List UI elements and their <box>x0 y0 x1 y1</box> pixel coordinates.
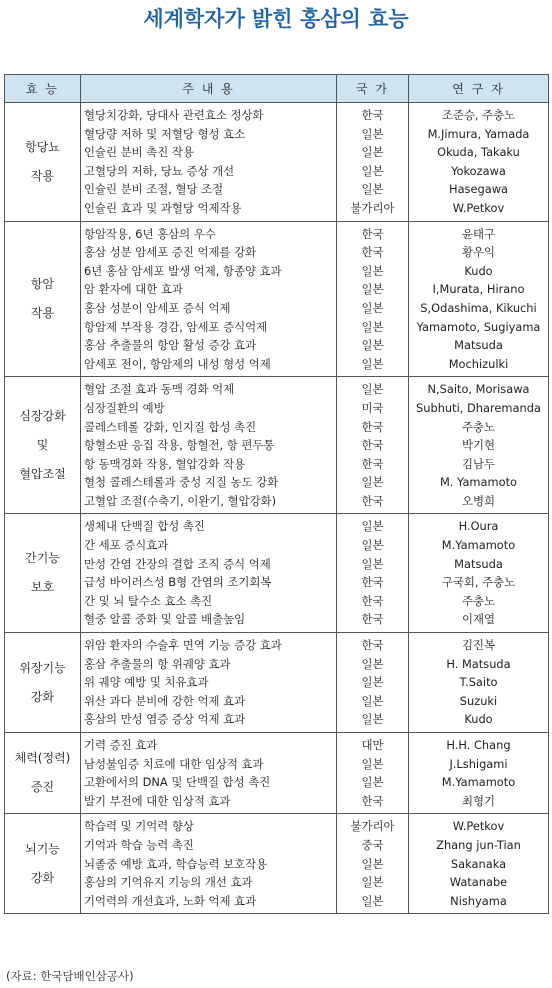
researcher-line: 주충노 <box>461 419 495 434</box>
country-line: 한국 <box>361 638 384 653</box>
content-line: 항 동맥경화 작용, 혈압강화 작용 <box>84 456 246 471</box>
researcher-line: Matsuda <box>454 338 503 353</box>
country-line: 일본 <box>361 163 384 178</box>
country-line: 불가리아 <box>350 819 395 834</box>
researcher-line: 윤태구 <box>461 226 495 241</box>
country-line: 일본 <box>361 775 384 790</box>
content-line: 남성불임증 치료에 대한 임상적 효과 <box>84 756 264 771</box>
effect-label: 강화 <box>30 689 55 704</box>
country-line: 일본 <box>361 556 384 571</box>
country-line: 일본 <box>361 126 384 141</box>
country-line: 일본 <box>361 382 384 397</box>
content-line: 인슐린 분비 촉진 작용 <box>84 145 194 160</box>
country-line: 불가리아 <box>350 200 395 215</box>
effect-label: 강화 <box>30 870 55 885</box>
researcher-line: Yamamoto, Sugiyama <box>416 319 541 334</box>
country-cell <box>337 633 409 733</box>
content-line: 홍삼 성분이 암세포 증식 억제 <box>84 300 231 315</box>
content-line: 만성 간염 간장의 결합 조직 증식 억제 <box>84 556 271 571</box>
country-line: 일본 <box>361 300 384 315</box>
effect-label: 증진 <box>30 780 55 795</box>
researcher-line: J.Lshigami <box>449 756 508 771</box>
researcher-cell <box>409 103 549 222</box>
effect-label: 보호 <box>30 580 55 595</box>
content-line: 홍삼의 만성 염증 증상 억제 효과 <box>84 712 246 727</box>
content-line: 콜레스테롤 강화, 인지질 합성 촉진 <box>84 419 257 434</box>
content-line: 홍삼의 기억유지 기능의 개선 효과 <box>84 875 253 890</box>
country-line: 한국 <box>361 593 384 608</box>
country-line: 일본 <box>361 538 384 553</box>
country-line: 일본 <box>361 182 384 197</box>
content-cell <box>81 221 337 377</box>
country-line: 한국 <box>361 438 384 453</box>
content-line: 6년 홍삼 암세포 발생 억제, 항종양 효과 <box>84 263 282 278</box>
country-line: 일본 <box>361 856 384 871</box>
content-line: 급성 바이러스성 B형 간염의 조기회복 <box>84 575 272 590</box>
content-line: 위 궤양 예방 및 치유효과 <box>84 675 209 690</box>
researcher-cell <box>409 633 549 733</box>
researcher-line: S,Odashima, Kikuchi <box>420 300 537 315</box>
researcher-line: H.Oura <box>458 519 499 534</box>
content-cell <box>81 514 337 633</box>
content-line: 기력 증진 효과 <box>84 738 158 752</box>
content-line: 혈청 콜레스테롤과 중성 지질 농도 강화 <box>84 475 279 490</box>
content-line: 인슐린 분비 조절, 혈당 조절 <box>84 182 224 197</box>
content-line: 혈압 조절 효과 동맥 경화 억제 <box>84 382 235 397</box>
country-line: 일본 <box>361 712 384 727</box>
country-cell <box>337 514 409 633</box>
researcher-line: H.H. Chang <box>446 738 511 752</box>
researcher-line: Kudo <box>464 263 493 278</box>
country-line: 한국 <box>361 226 384 241</box>
effect-group-row <box>5 221 549 377</box>
researcher-line: M.Jimura, Yamada <box>427 126 530 141</box>
researcher-cell <box>409 733 549 814</box>
content-line: 고혈당의 저하, 당뇨 증상 개선 <box>84 163 235 178</box>
content-line: 항혈소판 응집 작용, 항혈전, 항 편두통 <box>84 438 275 453</box>
researcher-line: 박기현 <box>461 438 495 453</box>
researcher-line: 조준승, 주충노 <box>441 108 516 122</box>
content-line: 고환에서의 DNA 및 단백질 합성 촉진 <box>84 775 271 790</box>
country-line: 일본 <box>361 875 384 890</box>
effect-cell <box>5 814 81 914</box>
researcher-line: Kudo <box>464 712 493 727</box>
effect-label: 혈압조절 <box>19 466 66 481</box>
content-line: 간 및 뇌 탈수소 효소 촉진 <box>84 593 213 608</box>
country-line: 일본 <box>361 656 384 671</box>
country-line: 일본 <box>361 693 384 708</box>
country-line: 한국 <box>361 793 384 808</box>
effect-cell <box>5 377 81 514</box>
effect-group-row <box>5 733 549 814</box>
researcher-line: 김남두 <box>461 456 495 471</box>
effect-label: 항암 <box>30 276 55 291</box>
researcher-cell <box>409 814 549 914</box>
content-line: 인슐린 효과 및 과혈당 억제작용 <box>84 200 242 215</box>
content-line: 홍삼 성분 암세포 증진 억제를 강화 <box>84 245 257 260</box>
researcher-cell <box>409 514 549 633</box>
country-line: 일본 <box>361 675 384 690</box>
researcher-line: M.Yamamoto <box>441 538 516 553</box>
header-effect: 효 능 <box>5 75 81 103</box>
effect-label: 작용 <box>30 168 55 183</box>
country-line: 한국 <box>361 245 384 260</box>
content-line: 암세포 전이, 항암제의 내성 형성 억제 <box>84 356 271 371</box>
country-line: 일본 <box>361 263 384 278</box>
header-row <box>5 75 549 103</box>
header-content: 주 내 용 <box>81 75 337 103</box>
content-line: 심장질환의 예방 <box>84 400 165 415</box>
content-line: 위암 환자의 수술후 면역 기능 증강 효과 <box>84 638 282 653</box>
content-line: 뇌졸중 예방 효과, 학습능력 보호작용 <box>84 856 268 871</box>
country-line: 한국 <box>361 612 384 627</box>
content-line: 간 세포 증식효과 <box>84 538 169 553</box>
effect-label: 및 <box>36 437 49 452</box>
effect-label: 체력(정력) <box>14 751 71 766</box>
country-line: 일본 <box>361 282 384 297</box>
researcher-line: Yokozawa <box>451 163 506 178</box>
researcher-line: I,Murata, Hirano <box>432 282 525 297</box>
researcher-line: 주충노 <box>461 593 495 608</box>
country-cell <box>337 733 409 814</box>
researcher-line: 오병희 <box>461 493 495 508</box>
researcher-line: Suzuki <box>459 693 498 708</box>
effect-label: 항당뇨 <box>25 139 60 154</box>
content-line: 혈당치강화, 당대사 관련효소 정상화 <box>84 108 264 122</box>
effects-table <box>4 74 549 914</box>
researcher-line: Matsuda <box>454 556 503 571</box>
country-line: 일본 <box>361 319 384 334</box>
content-cell <box>81 814 337 914</box>
country-line: 일본 <box>361 475 384 490</box>
researcher-cell <box>409 377 549 514</box>
country-line: 대만 <box>361 738 384 752</box>
researcher-line: Watanabe <box>449 875 508 890</box>
content-line: 기억력의 개선효과, 노화 억제 효과 <box>84 893 257 908</box>
country-cell <box>337 814 409 914</box>
country-cell <box>337 377 409 514</box>
researcher-line: Subhuti, Dharemanda <box>416 400 541 415</box>
effect-label: 심장강화 <box>19 408 66 423</box>
effect-cell <box>5 733 81 814</box>
country-line: 일본 <box>361 519 384 534</box>
researcher-line: Zhang jun-Tian <box>436 837 521 852</box>
effect-cell <box>5 103 81 222</box>
researcher-line: W.Petkov <box>452 200 505 215</box>
country-cell <box>337 103 409 222</box>
effect-label: 위장기능 <box>19 660 66 675</box>
researcher-line: M.Yamamoto <box>441 775 516 790</box>
country-line: 일본 <box>361 893 384 908</box>
effect-group-row <box>5 103 549 222</box>
effect-label: 작용 <box>30 305 55 320</box>
content-cell <box>81 633 337 733</box>
effect-cell <box>5 514 81 633</box>
country-line: 일본 <box>361 145 384 160</box>
country-line: 한국 <box>361 575 384 590</box>
researcher-cell <box>409 221 549 377</box>
effect-group-row <box>5 814 549 914</box>
country-line: 일본 <box>361 356 384 371</box>
country-line: 중국 <box>361 837 384 852</box>
researcher-line: 이재열 <box>461 612 495 627</box>
effect-group-row <box>5 633 549 733</box>
content-line: 항암제 부작용 경감, 암세포 증식억제 <box>84 319 268 334</box>
researcher-line: T.Saito <box>459 675 498 690</box>
source-note: (자료: 한국담배인삼공사) <box>6 969 134 983</box>
researcher-line: Sakanaka <box>450 856 507 871</box>
content-line: 항암작용, 6년 홍삼의 우수 <box>84 226 216 241</box>
country-line: 한국 <box>361 108 384 122</box>
content-line: 위산 과다 분비에 강한 억제 효과 <box>84 693 246 708</box>
content-line: 혈당량 저하 및 저혈당 형성 효소 <box>84 126 246 141</box>
country-line: 일본 <box>361 338 384 353</box>
content-line: 기억과 학습 능력 촉진 <box>84 837 194 852</box>
country-line: 한국 <box>361 419 384 434</box>
effect-cell <box>5 221 81 377</box>
researcher-line: Hasegawa <box>449 182 508 197</box>
content-line: 생체내 단백질 합성 촉진 <box>84 519 205 534</box>
researcher-line: Mochizulki <box>448 356 509 371</box>
researcher-line: Okuda, Takaku <box>437 145 520 160</box>
researcher-line: 황우익 <box>461 245 495 260</box>
content-line: 고혈압 조절(수축기, 이완기, 혈압강화) <box>84 493 277 508</box>
researcher-line: Nishyama <box>450 893 507 908</box>
header-researcher: 연 구 자 <box>409 75 549 103</box>
researcher-line: N,Saito, Morisawa <box>427 382 530 397</box>
researcher-line: 김진복 <box>461 638 495 653</box>
country-line: 일본 <box>361 756 384 771</box>
researcher-line: 최형기 <box>461 793 495 808</box>
content-line: 혈중 알콜 중화 및 알콜 배출높임 <box>84 612 246 627</box>
content-line: 암 환자에 대한 효과 <box>84 282 183 297</box>
content-line: 학습력 및 기억력 향상 <box>84 819 194 834</box>
country-line: 한국 <box>361 456 384 471</box>
country-line: 한국 <box>361 493 384 508</box>
content-cell <box>81 733 337 814</box>
effect-cell <box>5 633 81 733</box>
effect-label: 간기능 <box>25 551 60 566</box>
effect-group-row <box>5 514 549 633</box>
content-line: 홍삼 추출물의 항 위궤양 효과 <box>84 656 231 671</box>
researcher-line: H. Matsuda <box>446 656 511 671</box>
content-line: 발기 부전에 대한 임상적 효과 <box>84 793 231 808</box>
researcher-line: M. Yamamoto <box>439 475 517 490</box>
content-cell <box>81 103 337 222</box>
country-cell <box>337 221 409 377</box>
page-title: 세계학자가 밝힌 홍삼의 효능 <box>143 7 409 31</box>
country-line: 미국 <box>361 400 384 415</box>
researcher-line: 구국회, 주충노 <box>441 575 516 590</box>
effect-group-row <box>5 377 549 514</box>
researcher-line: W.Petkov <box>452 819 505 834</box>
content-cell <box>81 377 337 514</box>
header-country: 국 가 <box>337 75 409 103</box>
content-line: 홍삼 추출물의 항암 활성 증강 효과 <box>84 338 257 353</box>
effect-label: 뇌기능 <box>25 841 60 856</box>
